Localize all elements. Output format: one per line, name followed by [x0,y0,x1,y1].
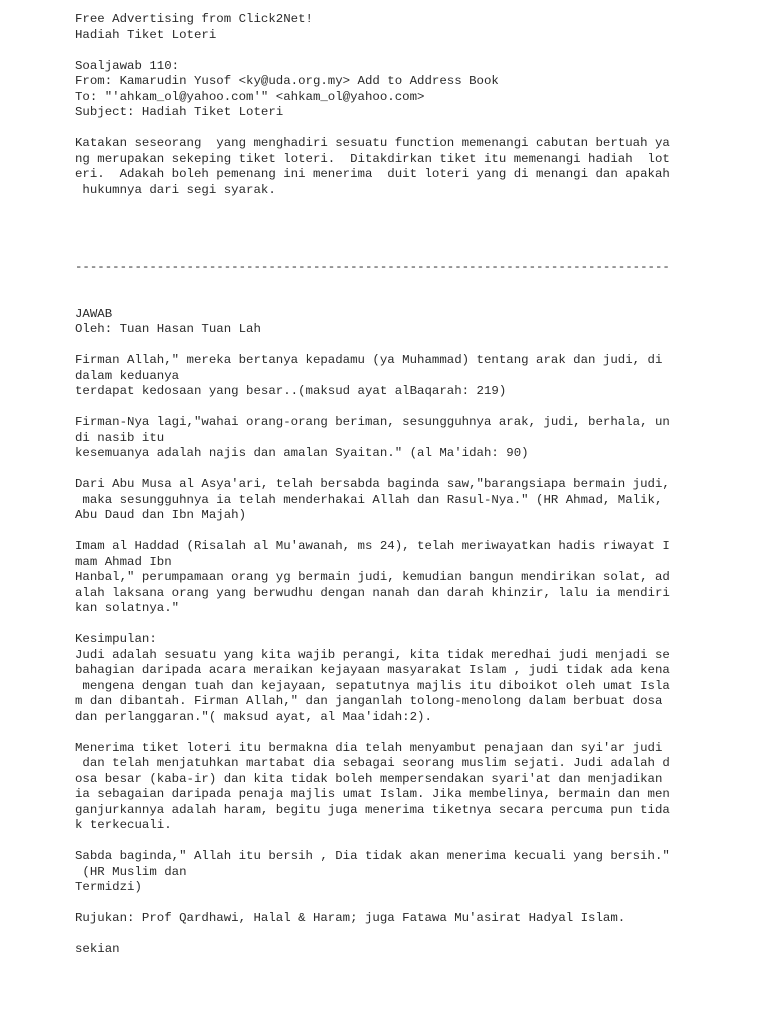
answer-line: Abu Daud dan Ibn Majah) [75,508,247,522]
answer-line: dan telah menjatuhkan martabat dia sebagai seorang muslim sejati. Judi adalah d [75,756,670,770]
email-from: From: Kamarudin Yusof <ky@uda.org.my> Add to Address Book [75,74,499,88]
answer-line: maka sesungguhnya ia telah menderhakai Allah dan Rasul-Nya." (HR Ahmad, Malik, [75,492,663,507]
answer-heading: JAWAB [75,306,113,321]
answer-line: Termidzi) [75,880,142,894]
answer-paragraph-7 [75,849,695,896]
answer-line: Hanbal," perumpamaan orang yg bermain judi, kemudian bangun mendirikan solat, ad [75,570,670,584]
answer-line: Dari Abu Musa al Asya'ari, telah bersabda baginda saw,"barangsiapa bermain judi, [75,477,670,491]
answer-line: (HR Muslim dan [75,864,187,879]
document-body [75,12,695,958]
answer-line: k terkecuali. [75,818,172,832]
answer-author: Oleh: Tuan Hasan Tuan Lah [75,322,261,336]
answer-line: Firman Allah," mereka bertanya kepadamu (ya Muhammad) tentang arak dan judi, di [75,353,663,367]
answer-line: Menerima tiket loteri itu bermakna dia telah menyambut penajaan dan syi'ar judi [75,740,663,755]
question-line: Katakan seseorang yang menghadiri sesuatu function memenangi cabutan bertuah ya [75,136,670,150]
answer-line: alah laksana orang yang berwudhu dengan nanah dan darah khinzir, lalu ia mendiri [75,585,670,600]
answer-line: kesemuanya adalah najis dan amalan Syaitan." (al Ma'idah: 90) [75,446,529,460]
answer-line: m dan dibantah. Firman Allah," dan janganlah tolong-menolong dalam berbuat dosa [75,694,663,708]
answer-line: Imam al Haddad (Risalah al Mu'awanah, ms 24), telah meriwayatkan hadis riwayat I [75,539,670,553]
answer-line: mengena dengan tuah dan kejayaan, sepatutnya majlis itu diboikot oleh umat Isla [75,678,670,693]
answer-line: dalam keduanya [75,368,180,383]
answer-paragraph-5 [75,632,695,725]
email-subject: Subject: Hadiah Tiket Loteri [75,105,284,119]
question-line: eri. Adakah boleh pemenang ini menerima duit loteri yang di menangi dan apakah [75,167,670,181]
reference-line: Rujukan: Prof Qardhawi, Halal & Haram; juga Fatawa Mu'asirat Hadyal Islam. [75,911,626,925]
closing: sekian [75,942,120,956]
ad-line: Free Advertising from Click2Net! [75,12,313,26]
answer-line: kan solatnya." [75,601,180,615]
answer-line: Judi adalah sesuatu yang kita wajib perangi, kita tidak meredhai judi menjadi se [75,647,670,662]
answer-line: terdapat kedosaan yang besar..(maksud ayat alBaqarah: 219) [75,384,507,398]
answer-line: osa besar (kaba-ir) dan kita tidak boleh mempersendakan syari'at dan menjadikan [75,771,663,786]
references [75,911,695,927]
answer-line: bahagian daripada acara meraikan kejayaan masyarakat Islam , judi tidak ada kena [75,663,670,677]
answer-paragraph-6 [75,741,695,834]
answer-paragraph-1 [75,353,695,400]
question-line: hukumnya dari segi syarak. [75,182,276,197]
document-title: Hadiah Tiket Loteri [75,27,217,42]
answer-line: ia sebagaian daripada penaja majlis umat Islam. Jika membelinya, bermain dan men [75,787,670,801]
answer-paragraph-2 [75,415,695,462]
email-to: To: "'ahkam_ol@yahoo.com'" <ahkam_ol@yahoo.com> [75,89,425,104]
answer-line: ganjurkannya adalah haram, begitu juga menerima tiketnya secara percuma pun tida [75,802,670,817]
question-line: ng merupakan sekeping tiket loteri. Ditakdirkan tiket itu memenangi hadiah lot [75,151,670,166]
question-paragraph [75,136,695,198]
question-number: Soaljawab 110: [75,58,180,73]
answer-paragraph-4 [75,539,695,617]
answer-line: di nasib itu [75,430,165,445]
divider: -------------------------------------------------------------------------------- [75,260,670,274]
answer-line: dan perlanggaran."( maksud ayat, al Maa'idah:2). [75,709,432,724]
answer-line: mam Ahmad Ibn [75,554,172,569]
answer-paragraph-3 [75,477,695,524]
answer-line: Kesimpulan: [75,632,157,646]
answer-line: Firman-Nya lagi,"wahai orang-orang beriman, sesungguhnya arak, judi, berhala, un [75,415,670,429]
answer-line: Sabda baginda," Allah itu bersih , Dia tidak akan menerima kecuali yang bersih." [75,849,670,863]
